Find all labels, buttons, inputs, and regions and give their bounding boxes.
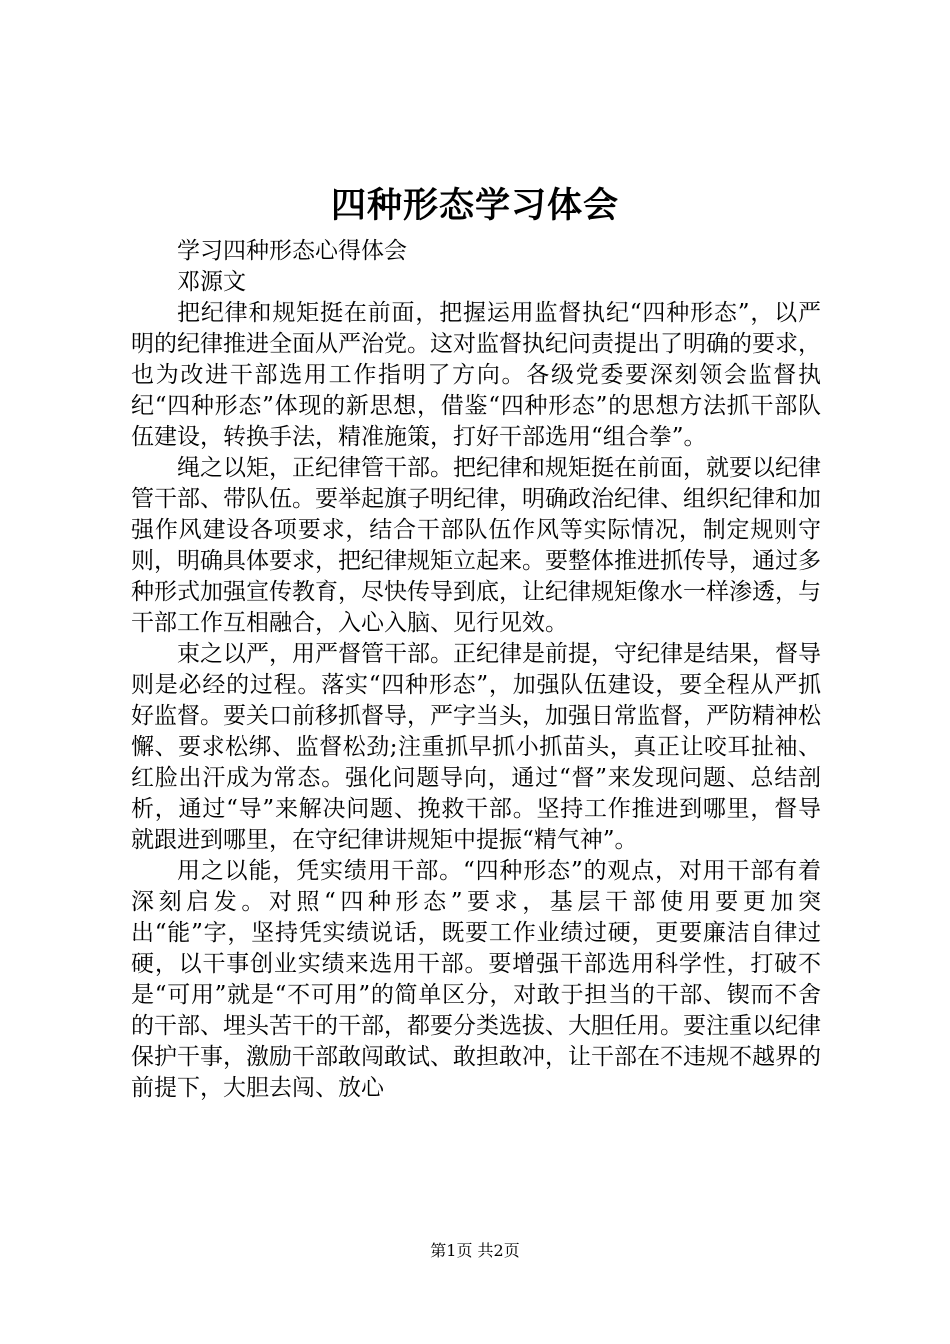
- document-title: 四种形态学习体会: [330, 185, 619, 226]
- paragraph-4: 用之以能，凭实绩用干部。“四种形态”的观点，对用干部有着深刻启发。对照“四种形态”要求，基层干部使用要更加突出“能”字，坚持凭实绩说话，既要工作业绩过硬，更要廉洁自律过硬，以干事创业实绩来选用干部。要增强干部选用科学性，打破不是“可用”就是“不可用”的简单区分，对敢于担当的干部、锲而不舍的干部、埋头苦干的干部，都要分类选拔、大胆任用。要注重以纪律保护干事，激励干部敢闯敢试、敢担敢冲，让干部在不违规不越界的前提下，大胆去闯、放心: [131, 858, 821, 1101]
- document-author: 邓源文: [177, 269, 246, 295]
- paragraph-3: 束之以严，用严督管干部。正纪律是前提，守纪律是结果，督导则是必经的过程。落实“四种形态”，加强队伍建设，要全程从严抓好监督。要关口前移抓督导，严字当头，加强日常监督，严防精神松懈、要求松绑、监督松劲;注重抓早抓小抓苗头，真正让咬耳扯袖、红脸出汗成为常态。强化问题导向，通过“督”来发现问题、总结剖析，通过“导”来解决问题、挽救干部。坚持工作推进到哪里，督导就跟进到哪里，在守纪律讲规矩中提振“精气神”。: [131, 641, 821, 853]
- document-subtitle: 学习四种形态心得体会: [177, 238, 407, 264]
- page-number: 第1页 共2页: [430, 1241, 520, 1260]
- document-body: [131, 236, 821, 1104]
- paragraph-1: 把纪律和规矩挺在前面，把握运用监督执纪“四种形态”，以严明的纪律推进全面从严治党。这对监督执纪问责提出了明确的要求，也为改进干部选用工作指明了方向。各级党委要深刻领会监督执纪“四种形态”体现的新思想，借鉴“四种形态”的思想方法抓干部队伍建设，转换手法，精准施策，打好干部选用“组合拳”。: [131, 300, 821, 450]
- paragraph-2: 绳之以矩，正纪律管干部。把纪律和规矩挺在前面，就要以纪律管干部、带队伍。要举起旗子明纪律，明确政治纪律、组织纪律和加强作风建设各项要求，结合干部队伍作风等实际情况，制定规则守则，明确具体要求，把纪律规矩立起来。要整体推进抓传导，通过多种形式加强宣传教育，尽快传导到底，让纪律规矩像水一样渗透，与干部工作互相融合，入心入脑、见行见效。: [131, 455, 821, 636]
